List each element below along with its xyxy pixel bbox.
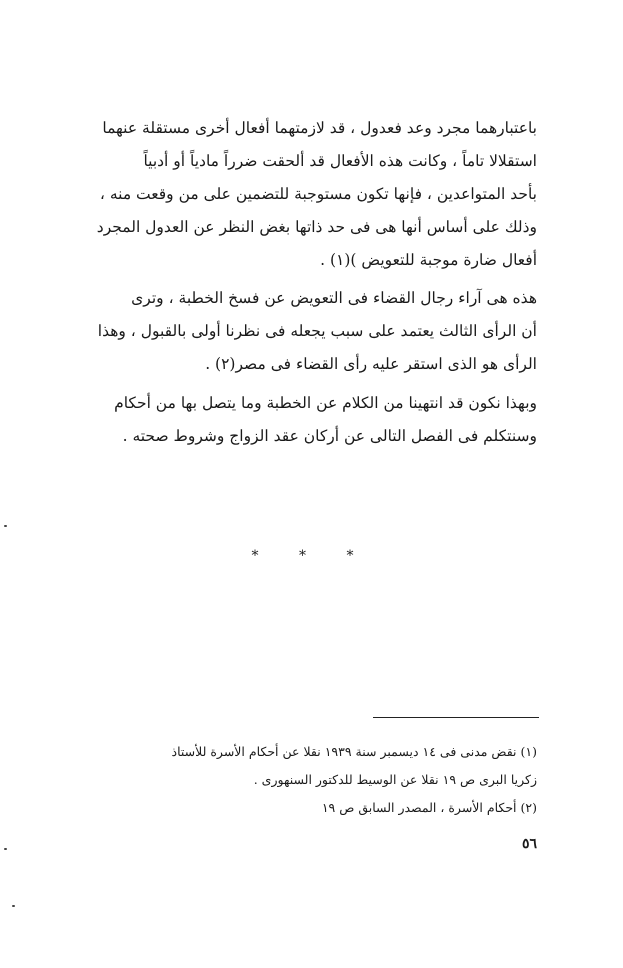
text-line: باعتبارهما مجرد وعد فعدول ، قد لازمتهما أفعال أخرى مستقلة عنهما — [102, 119, 537, 137]
scan-speck — [12, 905, 15, 907]
text-line: وسنتكلم فى الفصل التالى عن أركان عقد الزواج وشروط صحته . — [122, 427, 537, 445]
footnotes — [77, 738, 537, 822]
footnote-line: زكريا البرى ص ١٩ نقلا عن الوسيط للدكتور السنهورى . — [253, 772, 537, 787]
section-separator: * * * — [251, 548, 372, 564]
text-line: بأحد المتواعدين ، فإنها تكون مستوجبة للتضمين على من وقعت منه ، — [99, 185, 537, 203]
footnote-line: (٢) أحكام الأسرة ، المصدر السابق ص ١٩ — [321, 800, 537, 815]
text-line: أفعال ضارة موجبة للتعويض )(١) . — [320, 251, 537, 269]
text-line: استقلالا تاماً ، وكانت هذه الأفعال قد ألحقت ضرراً مادياً أو أدبياً — [143, 152, 537, 170]
text-line: الرأى هو الذى استقر عليه رأى القضاء فى مصر(٢) . — [205, 355, 537, 373]
paragraph-1 — [77, 112, 537, 277]
scan-speck — [4, 525, 7, 527]
scan-speck — [4, 848, 7, 850]
text-line: هذه هى آراء رجال القضاء فى التعويض عن فسخ الخطبة ، وترى — [131, 289, 537, 307]
footnote-line: (١) نقض مدنى فى ١٤ ديسمبر سنة ١٩٣٩ نقلا عن أحكام الأسرة للأستاذ — [171, 744, 537, 759]
text-line: وذلك على أساس أنها هى فى حد ذاتها بغض النظر عن العدول المجرد — [96, 218, 537, 236]
page-number: ٥٦ — [521, 836, 537, 852]
footnote-divider — [373, 717, 539, 718]
paragraph-3 — [77, 387, 537, 453]
text-line: أن الرأى الثالث يعتمد على سبب يجعله فى نظرنا أولى بالقبول ، وهذا — [97, 322, 537, 340]
paragraph-2 — [77, 282, 537, 381]
text-line: وبهذا نكون قد انتهينا من الكلام عن الخطبة وما يتصل بها من أحكام — [114, 394, 537, 412]
